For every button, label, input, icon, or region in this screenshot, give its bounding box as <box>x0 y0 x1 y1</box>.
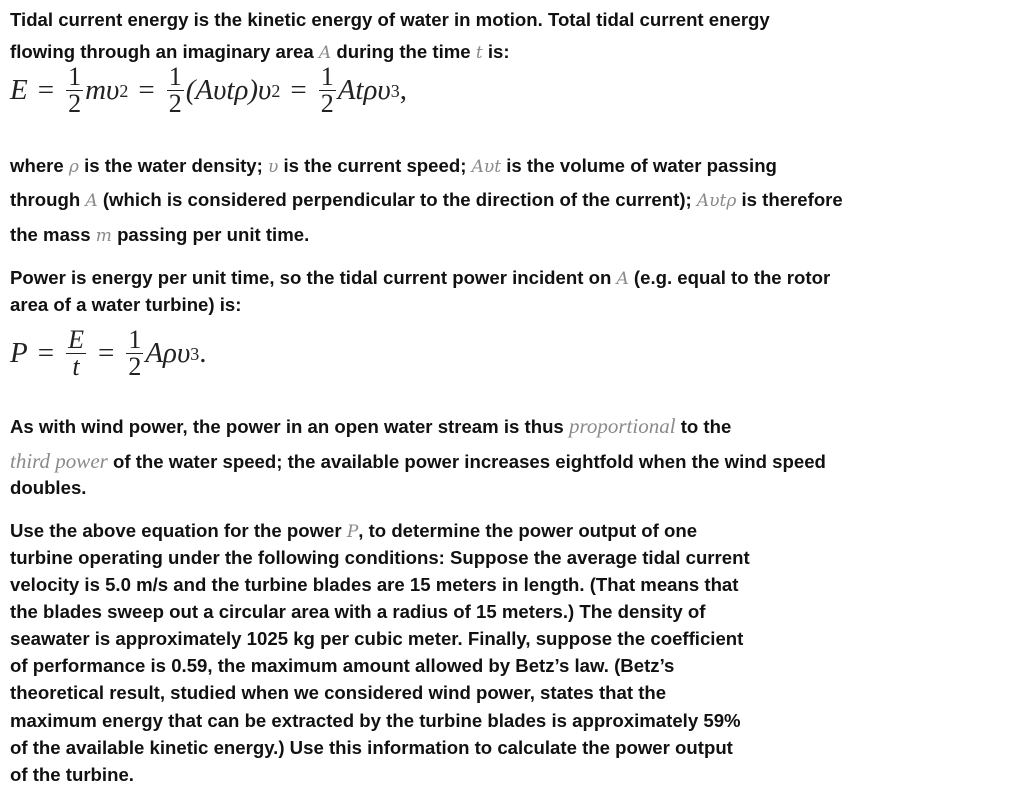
numerator: 1 <box>168 62 182 91</box>
math-variable: t <box>475 43 483 63</box>
eq-term: (Aυtρ)υ <box>185 74 272 106</box>
numerator: 1 <box>128 325 142 354</box>
eq-term: Atρυ <box>337 74 391 106</box>
math-variable: A <box>616 269 629 289</box>
numerator: 1 <box>68 62 82 91</box>
fraction-half <box>66 64 83 117</box>
math-variable: Aυt <box>471 157 502 177</box>
text-segment: (which is considered perpendicular to the direction of the current); <box>97 189 697 210</box>
fraction-half <box>126 327 143 380</box>
math-variable: A <box>318 43 332 63</box>
text-segment: the blades sweep out a circular area with a radius of 15 meters.) The density of <box>10 601 706 622</box>
text-segment: velocity is 5.0 m/s and the turbine blades are 15 meters in length. (That means that <box>10 574 739 595</box>
text-segment: is therefore <box>736 189 843 210</box>
eq-term: mυ <box>85 74 120 106</box>
text-segment: theoretical result, studied when we considered wind power, states that the <box>10 682 667 703</box>
eq-operator: = <box>97 337 115 369</box>
power-equation: P = $\frac{E}{t}$ = $\frac{1}{2}$ Aρυ 3 . <box>10 325 207 381</box>
text-segment: maximum energy that can be extracted by the turbine blades is approximately 59% <box>10 710 741 731</box>
math-variable: ρ <box>68 157 79 177</box>
denominator: 2 <box>168 89 182 118</box>
text-line <box>10 601 705 623</box>
text-segment: As with wind power, the power in an open water stream is thus <box>10 416 569 437</box>
text-line <box>10 547 750 569</box>
text-line <box>10 189 843 212</box>
text-line <box>10 574 738 596</box>
text-segment: the mass <box>10 224 96 245</box>
text-segment: Power is energy per unit time, so the tidal current power incident on <box>10 267 617 288</box>
energy-equation: E = $\frac{1}{2}$ mυ 2 = $\frac{1}{2}$ (Aυtρ)υ 2 = $\frac{1}{2}$ Atρυ 3 , <box>10 62 407 118</box>
math-variable: Aυtρ <box>696 191 737 211</box>
text-line <box>10 628 743 650</box>
text-segment: passing per unit time. <box>111 224 310 245</box>
emphasized-term: third power <box>10 449 108 473</box>
eq-punct: , <box>399 74 407 106</box>
emphasized-term: proportional <box>568 414 676 438</box>
eq-term: Aρυ <box>145 337 191 369</box>
text-segment: flowing through an imaginary area <box>10 41 319 62</box>
math-variable: υ <box>268 157 279 177</box>
text-segment: is: <box>482 41 510 62</box>
text-line <box>10 415 731 438</box>
fraction-half <box>319 64 336 117</box>
text-line <box>10 655 674 677</box>
text-segment: is the current speed; <box>278 155 472 176</box>
eq-operator: = <box>290 74 307 106</box>
text-line <box>10 520 697 543</box>
denominator: 2 <box>68 89 82 118</box>
text-segment: of the water speed; the available power increases eightfold when the wind speed <box>107 451 826 472</box>
text-segment: Tidal current energy is the kinetic energy of water in motion. Total tidal current energy <box>10 9 770 30</box>
text-line <box>10 477 86 499</box>
math-variable: P <box>346 522 359 542</box>
text-segment: of the turbine. <box>10 764 134 785</box>
text-line <box>10 9 770 31</box>
text-segment: during the time <box>331 41 476 62</box>
text-segment: , to determine the power output of one <box>358 520 698 541</box>
text-line <box>10 155 777 178</box>
fraction-half <box>167 64 184 117</box>
text-line <box>10 737 733 759</box>
text-line <box>10 710 741 732</box>
numerator: E <box>68 325 84 354</box>
eq-symbol: E <box>10 74 28 106</box>
math-variable: A <box>85 191 98 211</box>
text-segment: of the available kinetic energy.) Use this information to calculate the power output <box>10 737 733 758</box>
text-segment: through <box>10 189 86 210</box>
text-segment: of performance is 0.59, the maximum amount allowed by Betz’s law. (Betz’s <box>10 655 675 676</box>
eq-operator: = <box>37 74 55 106</box>
text-segment: Use the above equation for the power <box>10 520 347 541</box>
text-line <box>10 450 826 473</box>
text-segment: doubles. <box>10 477 87 498</box>
eq-punct: . <box>199 337 207 369</box>
text-line <box>10 41 510 64</box>
eq-symbol: P <box>10 337 28 369</box>
text-segment: turbine operating under the following conditions: Suppose the average tidal current <box>10 547 750 568</box>
text-segment: to the <box>675 416 732 437</box>
math-variable: m <box>95 226 112 246</box>
text-segment: seawater is approximately 1025 kg per cubic meter. Finally, suppose the coefficient <box>10 628 744 649</box>
text-segment: where <box>10 155 69 176</box>
text-line <box>10 224 309 247</box>
text-segment: is the water density; <box>78 155 268 176</box>
eq-operator: = <box>138 74 155 106</box>
eq-operator: = <box>37 337 55 369</box>
text-line <box>10 682 666 704</box>
text-line <box>10 294 241 316</box>
text-segment: area of a water turbine) is: <box>10 294 242 315</box>
text-line <box>10 764 134 786</box>
text-segment: (e.g. equal to the rotor <box>628 267 831 288</box>
denominator: 2 <box>128 352 142 381</box>
text-segment: is the volume of water passing <box>501 155 777 176</box>
text-line <box>10 267 830 290</box>
denominator: 2 <box>320 89 334 118</box>
denominator: t <box>72 352 80 381</box>
numerator: 1 <box>320 62 334 91</box>
fraction-e-over-t <box>66 327 86 380</box>
